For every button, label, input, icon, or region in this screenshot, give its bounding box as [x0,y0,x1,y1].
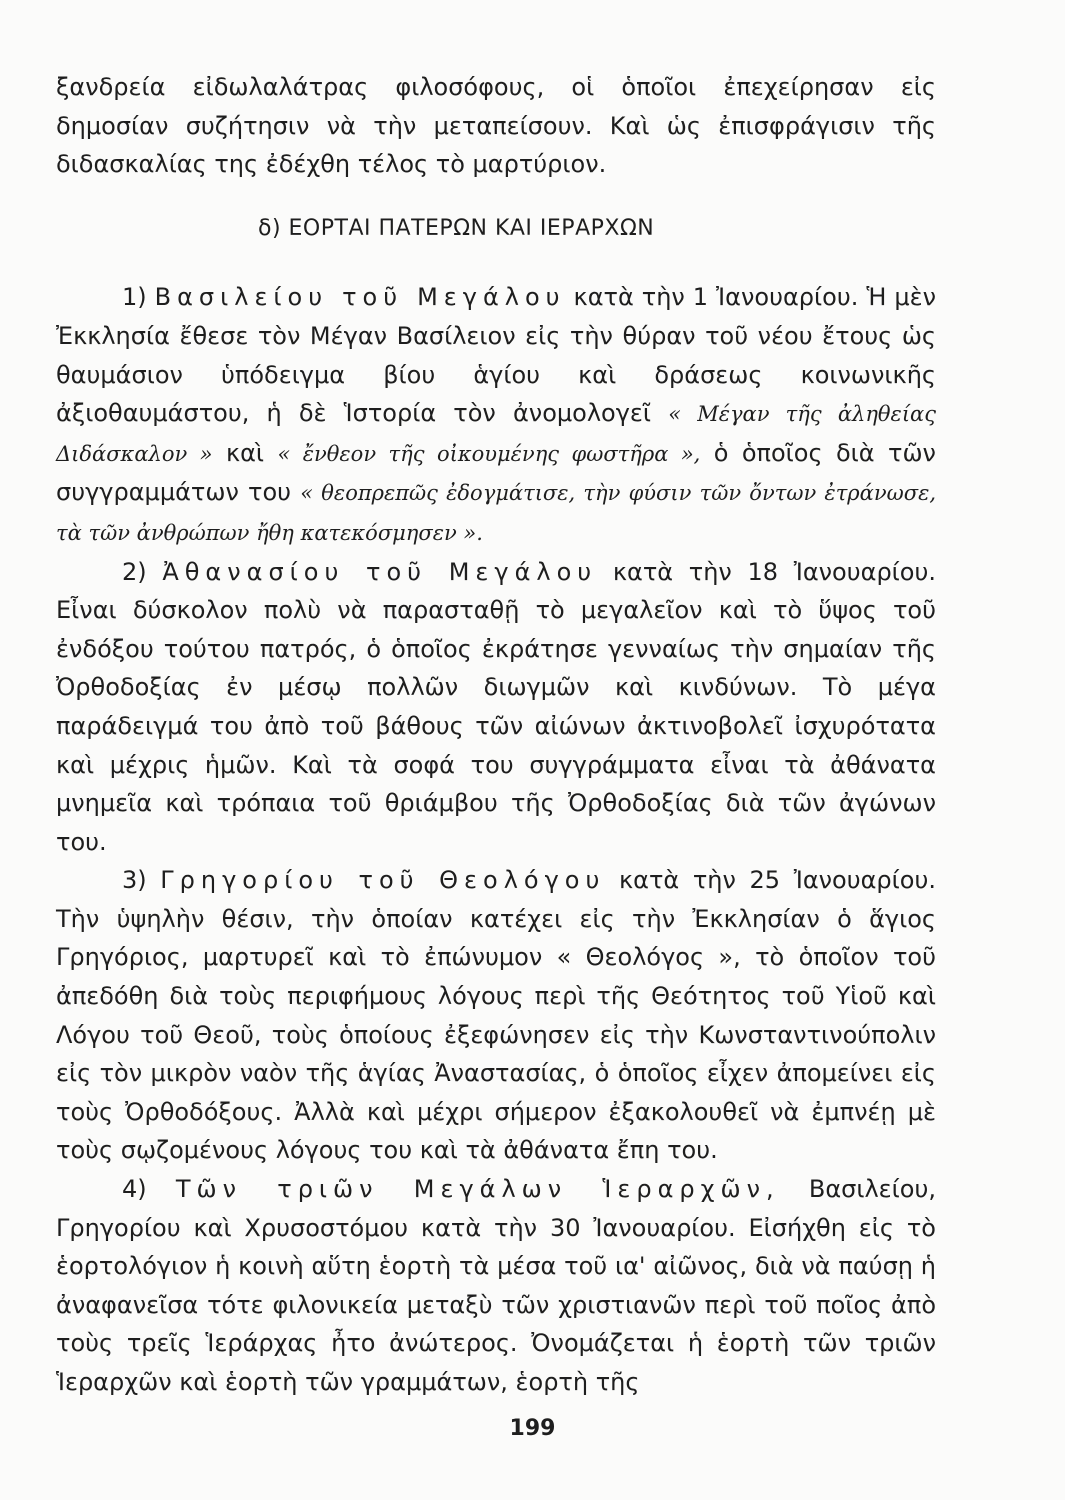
entry-body: ὁ ὁποῖος διὰ τῶν συγγραμμάτων του [56,438,936,507]
entry-date: Βασιλείου, Γρηγορίου καὶ Χρυσοστόμου κατὰ τὴν 30 Ἰανουαρίου. [56,1175,936,1242]
entry-name: Τῶν τριῶν Μεγάλων Ἱεραρχῶν, [175,1175,780,1204]
entry-number: 3) [122,866,147,895]
entry-number: 4) [122,1175,147,1204]
entry-date: κατὰ τὴν 18 Ἰανουαρίου. [612,557,936,586]
section-heading: δ) ΕΟΡΤΑΙ ΠΑΤΕΡΩΝ ΚΑΙ ΙΕΡΑΡΧΩΝ [258,215,655,241]
entry-name: Ἀθανασίου τοῦ Μεγάλου [162,557,598,586]
entry-body: Τὴν ὑψηλὴν θέσιν, τὴν ὁποίαν κατέχει εἰς τὴν Ἐκκλησίαν ὁ ἅγιος Γρηγόριος, μαρτυρεῖ καὶ τὸ ἐπώνυμον « Θεολόγος », τὸ ὁποῖον τοῦ ἀπεδόθη διὰ τοὺς περιφήμους λόγους περὶ τῆς Θεότητος τοῦ Υἱοῦ καὶ Λόγου τοῦ Θεοῦ, τοὺς ὁποίους ἐξεφώνησεν εἰς τὴν Κωνσταντινούπολιν εἰς τὸν μικρὸν ναὸν τῆς ἁγίας Ἀναστασίας, ὁ ὁποῖος εἶχεν ἀπομείνει εἰς τοὺς Ὀρθοδόξους. Ἀλλὰ καὶ μέχρι σήμερον ἐξακολουθεῖ νὰ ἐμπνέῃ μὲ τοὺς σῳζομένους λόγους του καὶ τὰ ἀθάνατα ἔπη του. [56,904,936,1165]
entry-body: Εἶναι δύσκολον πολὺ νὰ παρασταθῇ τὸ μεγαλεῖον καὶ τὸ ὕψος τοῦ ἐνδόξου τούτου πατρός, ὁ ὁποῖος ἐκράτησε γενναίως τὴν σημαίαν τῆς Ὀρθοδοξίας ἐν μέσῳ πολλῶν διωγμῶν καὶ κινδύνων. Τὸ μέγα παράδειγμά του ἀπὸ τοῦ βάθους τῶν αἰώνων ἀκτινοβολεῖ ἰσχυρότατα καὶ μέχρις ἡμῶν. Καὶ τὰ σοφά του συγγράμματα εἶναι τὰ ἀθάνατα μνημεῖα καὶ τρόπαια τοῦ θριάμβου τῆς Ὀρθοδοξίας διὰ τῶν ἀγώνων του. [56,596,936,856]
entry-number: 2) [122,557,147,586]
entry-date: κατὰ τὴν 1 Ἰανουαρίου. [573,283,859,312]
quote: « θεοπρεπῶς ἐδογμάτισε, τὴν φύσιν τῶν ὄντων ἐτράνωσε, τὰ τῶν ἀνθρώπων ἤθη κατεκόσμησεν ». [56,481,937,545]
entry-body: Εἰσήχθη εἰς τὸ ἑορτολόγιον ἡ κοινὴ αὕτη ἑορτὴ τὰ μέσα τοῦ ια' αἰῶνος, διὰ νὰ παύσῃ ἡ ἀναφανεῖσα τότε φιλονικεία μεταξὺ τῶν χριστιανῶν περὶ τοῦ ποῖος ἀπὸ τοὺς τρεῖς Ἱεράρχας ἦτο ἀνώτερος. Ὀνομάζεται ἡ ἑορτὴ τῶν τριῶν Ἱεραρχῶν καὶ ἑορτὴ τῶν γραμμάτων, ἑορτὴ τῆς [56,1213,936,1396]
entry-date: κατὰ τὴν 25 Ἰανουαρίου. [619,866,936,895]
intro-text: ξανδρεία εἰδωλαλάτρας φιλοσόφους, οἱ ὁποῖοι ἐπεχείρησαν εἰς δημοσίαν συζήτησιν νὰ τὴν μεταπείσουν. Καὶ ὡς ἐπισφράγισιν τῆς διδασκαλίας της ἐδέχθη τέλος τὸ μαρτύριον. [56,73,936,179]
intro-paragraph [56,68,936,184]
connector: καὶ [225,438,265,467]
entry-athanasius [56,553,936,862]
entry-name: Βασιλείου τοῦ Μεγάλου [154,283,566,312]
entry-number: 1) [122,283,147,312]
entry-body: Ἡ μὲν Ἐκκλησία ἔθεσε τὸν Μέγαν Βασίλειον εἰς τὴν θύραν τοῦ νέου ἔτους ὡς θαυμάσιον ὑπόδειγμα βίου ἁγίου καὶ δράσεως κοινωνικῆς ἀξιοθαυμάστου, ἡ δὲ Ἱστορία τὸν ἀνομολογεῖ [56,283,937,428]
body-text [56,68,936,1402]
entry-name: Γρηγορίου τοῦ Θεολόγου [160,866,606,895]
entry-three-hierarchs [56,1170,936,1402]
entry-gregory [56,861,936,1170]
quote: « ἔνθεον τῆς οἰκουμένης φωστῆρα », [277,441,701,466]
quote: « Μέγαν τῆς ἀληθείας Διδάσκαλον » [56,402,936,466]
entry-basil [56,278,936,552]
page-number: 199 [509,1416,556,1441]
